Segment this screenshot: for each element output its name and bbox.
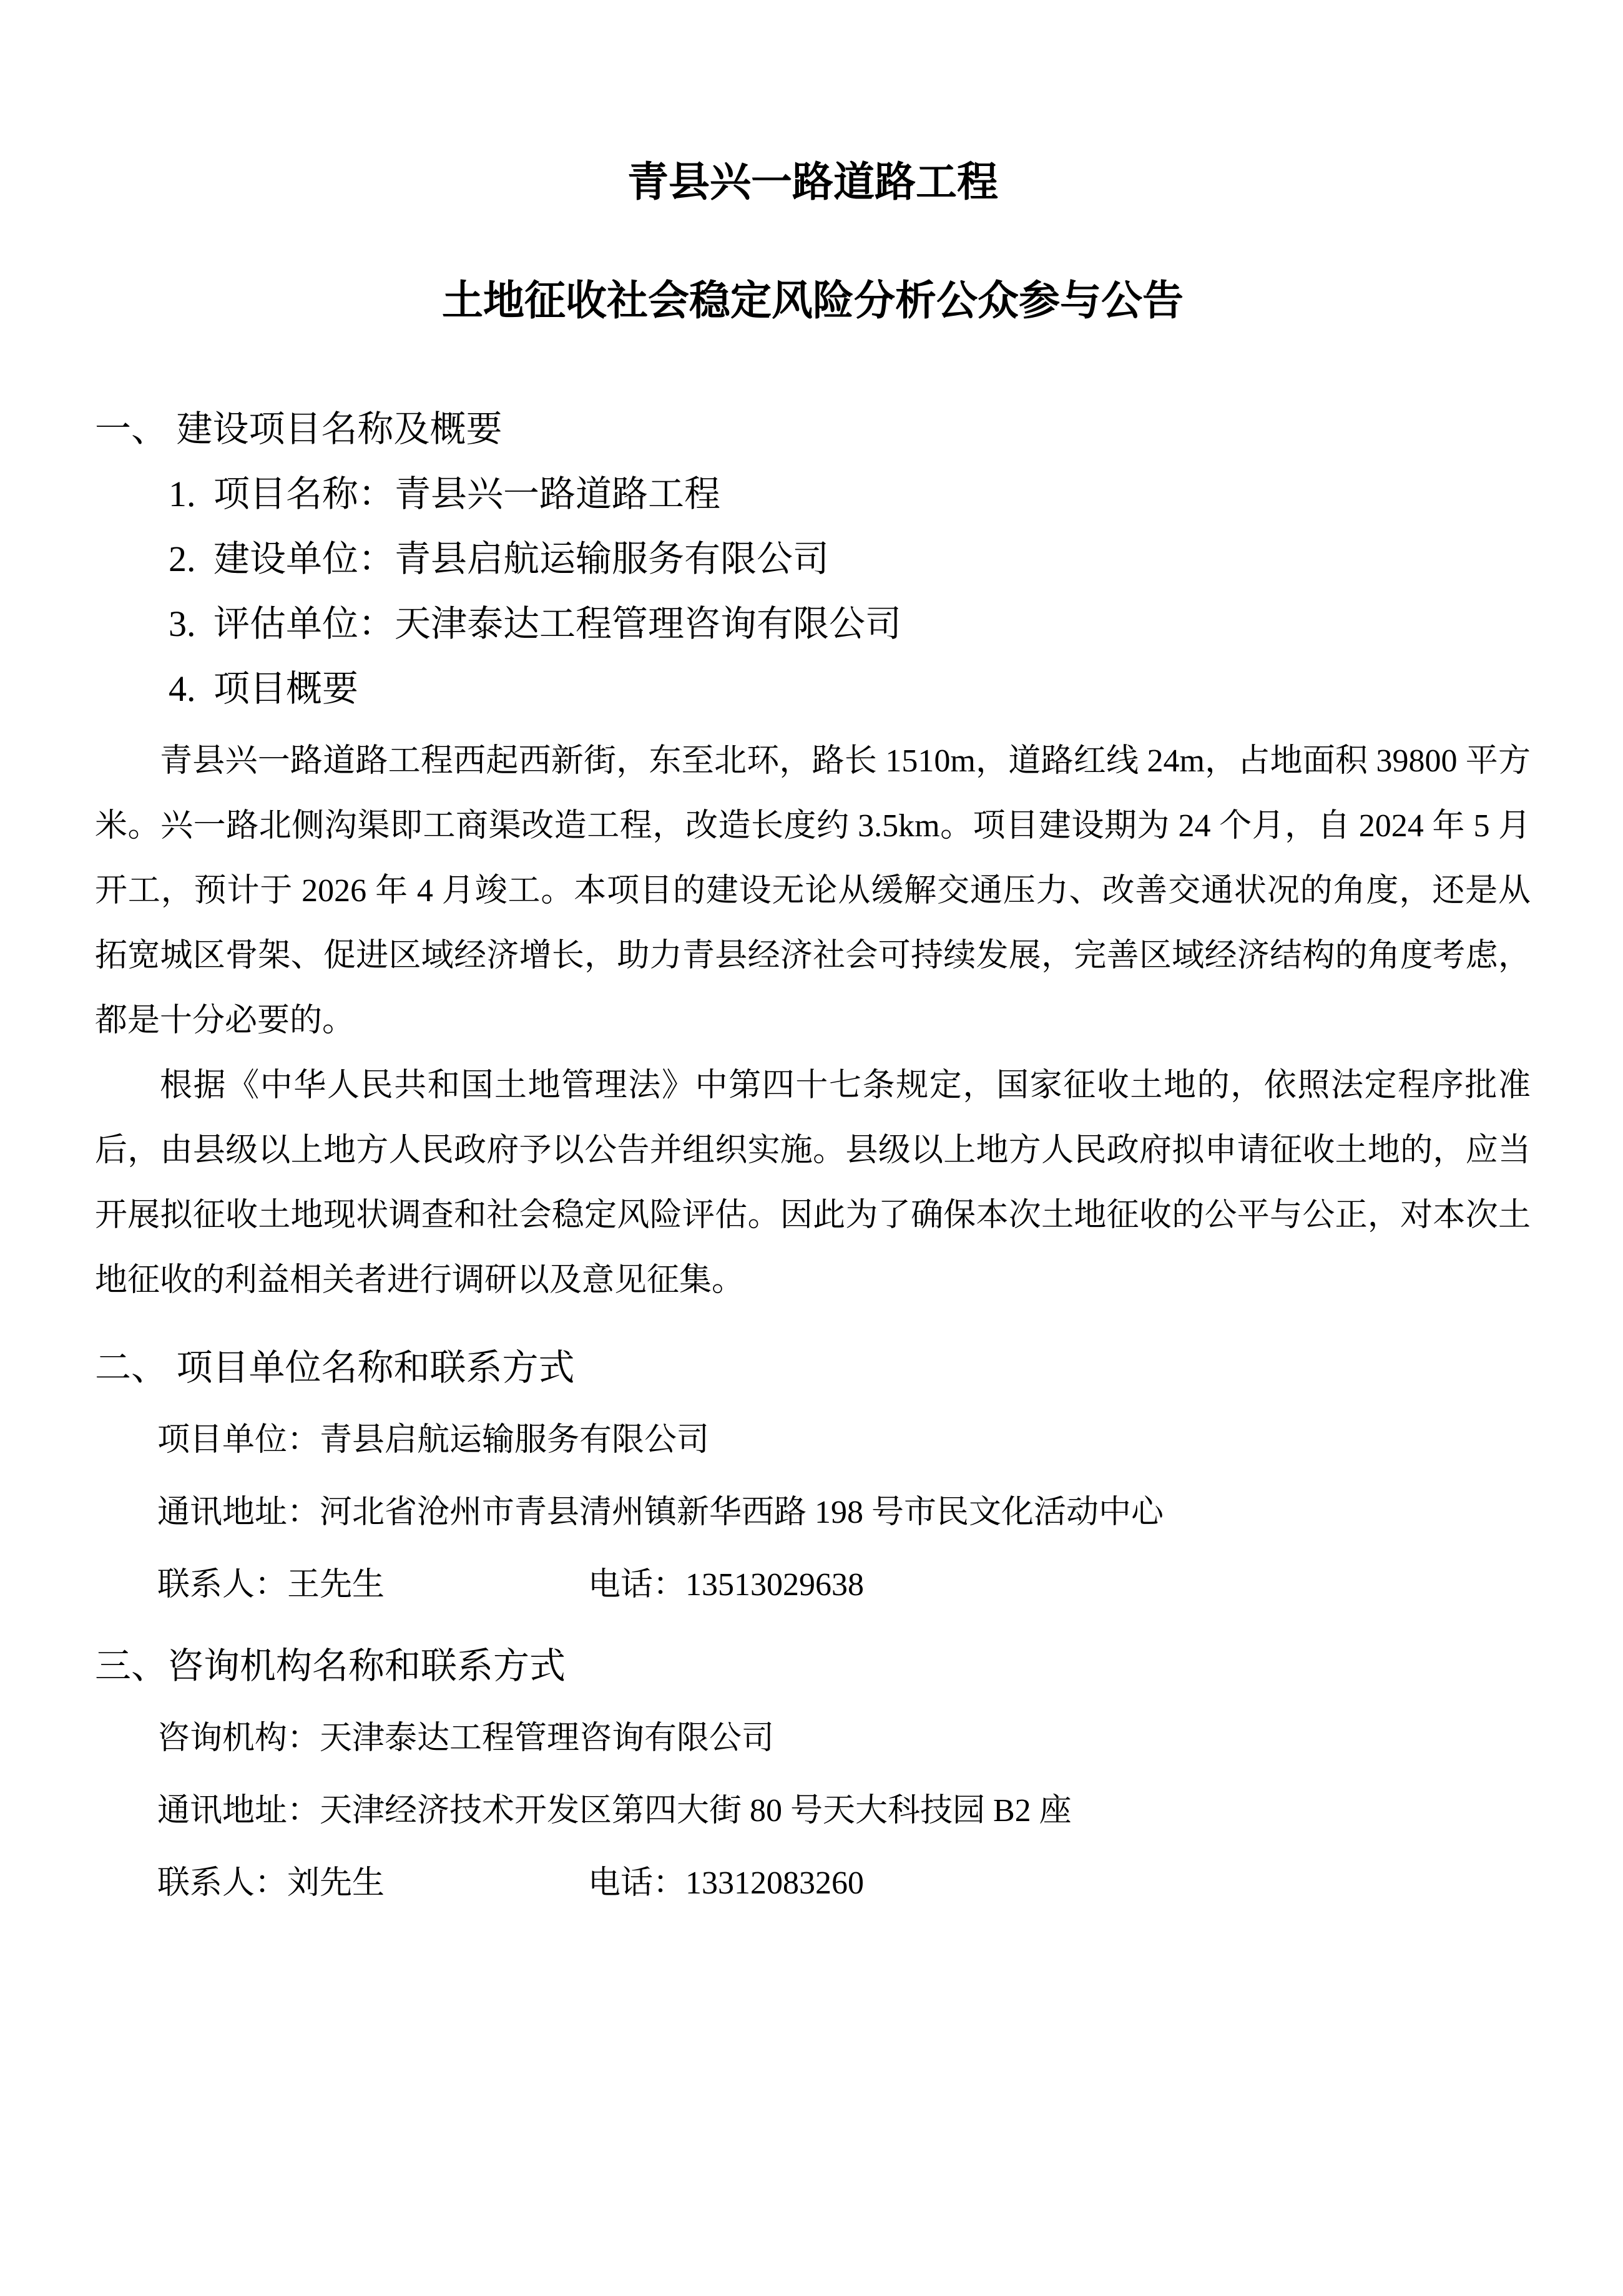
section1-heading: 一、 建设项目名称及概要 [95, 409, 503, 449]
list-item-text: 项目名称：青县兴一路道路工程 [213, 474, 721, 514]
list-item-number: 2. [169, 539, 196, 579]
project-unit-line: 项目单位：青县启航运输服务有限公司 [157, 1422, 710, 1458]
list-item-project-summary [95, 657, 1531, 721]
contact-phone: 电话：13513029638 [588, 1567, 865, 1603]
list-item-assessment-unit [95, 592, 1531, 657]
contact-phone: 电话：13312083260 [588, 1865, 865, 1901]
project-unit-address-line: 通讯地址：河北省沧州市青县清州镇新华西路 198 号市民文化活动中心 [157, 1495, 1164, 1530]
section3-heading: 三、咨询机构名称和联系方式 [95, 1646, 566, 1686]
project-overview-paragraph: 青县兴一路道路工程西起西新街，东至北环，路长 1510m，道路红线 24m，占地面积 39800 平方米。兴一路北侧沟渠即工商渠改造工程，改造长度约 3.5km。项目建设期为 24 个月，自 2024 年 5 月开工，预计于 2026 年 4 月竣工。本项目的建设无论从缓解交通压力、改善交通状况的角度，还是从拓宽城区骨架、促进区域经济增长，助力青县经济社会可持续发展，完善区域经济结构的角度考虑，都是十分必要的。 [95, 743, 1531, 1038]
contact-person: 联系人：刘先生 [157, 1865, 385, 1901]
doc-title: 青县兴一路道路工程 [627, 160, 998, 205]
list-item-number: 3. [169, 603, 196, 644]
section2-heading: 二、 项目单位名称和联系方式 [95, 1347, 575, 1388]
list-item-project-name [95, 462, 1531, 527]
legal-basis-paragraph: 根据《中华人民共和国土地管理法》中第四十七条规定，国家征收土地的，依照法定程序批准后，由县级以上地方人民政府予以公告并组织实施。县级以上地方人民政府拟申请征收土地的，应当开展拟征收土地现状调查和社会稳定风险评估。因此为了确保本次土地征收的公平与公正，对本次土地征收的利益相关者进行调研以及意见征集。 [95, 1068, 1531, 1298]
list-item-text: 评估单位：天津泰达工程管理咨询有限公司 [213, 603, 902, 644]
list-item-text: 建设单位：青县启航运输服务有限公司 [213, 539, 830, 579]
consulting-agency-contact-line [95, 1851, 1531, 1916]
project-unit-contact-line [95, 1553, 1531, 1618]
list-item-number: 4. [169, 668, 196, 709]
list-item-text: 项目概要 [213, 668, 359, 709]
doc-subtitle: 土地征收社会稳定风险分析公众参与公告 [442, 278, 1184, 324]
contact-person: 联系人：王先生 [157, 1567, 385, 1603]
list-item-number: 1. [169, 474, 196, 514]
consulting-agency-line: 咨询机构：天津泰达工程管理咨询有限公司 [157, 1721, 775, 1756]
consulting-agency-address-line: 通讯地址：天津经济技术开发区第四大街 80 号天大科技园 B2 座 [157, 1793, 1072, 1829]
list-item-construction-unit [95, 527, 1531, 592]
